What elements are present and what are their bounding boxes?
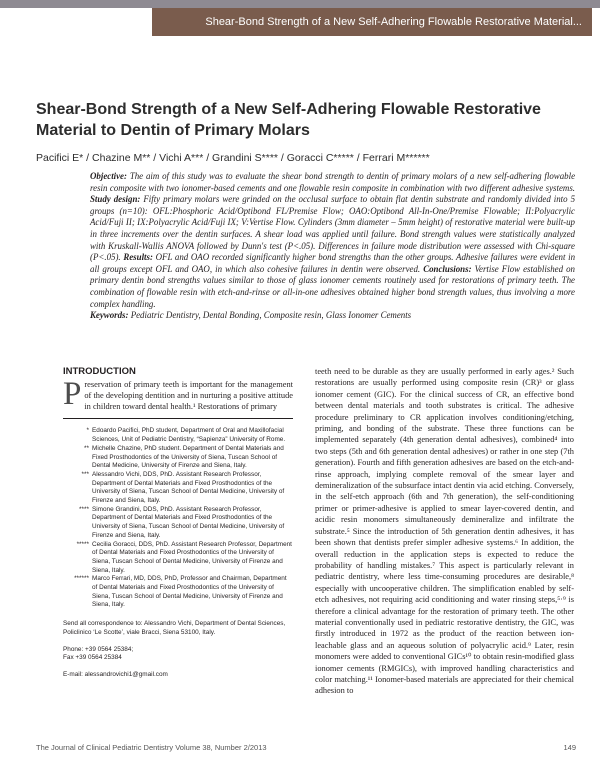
drop-cap: P: [63, 376, 82, 412]
design-label: Study design:: [90, 194, 141, 205]
affiliation-item: ****** Marco Ferrari, MD, DDS, PhD, Professor and Chairman, Department of Dental Materials and Fixed Prosthodontics of the University of Siena, Tuscan School of Dental Medicine, University of Firenze and Siena, Italy.: [74, 575, 287, 609]
intro-text: reservation of primary teeth is important for the management of the developing dentition and in nurturing a positive attitude in children toward dental health.¹ Restorations of primary: [84, 380, 293, 411]
header-band: [0, 0, 600, 8]
page-number: 149: [563, 743, 576, 752]
phone-fax: [63, 646, 293, 663]
affiliation-item: * Edoardo Pacifici, PhD student, Department of Oral and Maxillofacial Sciences, Unit of Pediatric Dentistry, “Sapienza” University of Rome.: [86, 427, 286, 444]
correspondence: Send all correspondence to: Alessandro Vichi, Department of Dental Sciences, Policlinico ‘Le Scotte’, viale Bracci, Siena 53100, Italy.: [63, 620, 286, 636]
abstract: [90, 171, 575, 322]
objective-label: Objective:: [90, 171, 127, 181]
right-column-text: teeth need to be durable as they are usually performed in early ages.² Such restorations are usually performed using composite resin (CR)³ or glass ionomer cement (GIC). For the clinical success of CR, an effective bond between dental materials and tooth substrates is critical. The adhesive procedure preliminary to CR application involves conditioning/etching, priming, and bonding of the substrate. These three functions can be implemented separately (4th generation dental adhesives), combined⁴ into two steps (5th and 6th generation dental adhesives) or rather in one step (7th generation). Fourth and fifth generation adhesives are based on the etch-and-rinse approach, implying complete removal of the smear layer and demineralization of the subsurface intact dentin via acid etching. Conversely, in the self-etch approach (6th and 7th generation), the self-conditioning primer or primer-adhesive is applied to smear layer-covered dentin, and acidic resin monomers simultaneously demineralize and infiltrate the substrate.⁵ Since the introduction of 5th generation dentin adhesives, it has been shown that dentists prefer simpler adhesive systems.⁶ In addition, the overall reduction in the application steps is expected to reduce the probability of handling mistakes.⁷ This aspect is particularly relevant in pediatric dentistry, where less time-consuming procedures are desirable,⁸ especially with uncooperative children. The simplification enabled by self-etch adhesives, not requiring acid conditioning and water rinsing steps,⁵·⁹ is therefore a clinical advantage for the restoration of primary teeth. The other material conventionally used in pediatric restorative dentistry, the GIC, was firstly introduced in 1972 as the product of the reaction between ion-leachable glass and an aqueous solution of polyacrylic acid.⁹ Later, resin monomers were added to conventional GICs¹⁰ to obtain resin-modified glass ionomer cements (RMGICs), with improved handling characteristics and color matching.¹¹ Ionomer-based materials are appreciated for their chemical adhesion to: [315, 367, 574, 696]
article-title: Shear-Bond Strength of a New Self-Adhering Flowable Restorative Material to Dentin of Primary Molars: [36, 101, 541, 139]
keywords-text: Pediatric Dentistry, Dental Bonding, Composite resin, Glass Ionomer Cements: [130, 310, 412, 321]
conclusions-text: Vertise Flow established on primary dentin bond strengths values similar to those of glass ionomer cements routinely used for restorations of primary teeth. The combination of flowable resin with etch-and-rinse or all-in-one adhesives obtained higher bond strength values, thus involving a more complex handling.: [90, 263, 575, 309]
affiliation-item: **** Simone Grandini, DDS, PhD. Assistant Research Professor, Department of Dental Materials and Fixed Prosthodontics of the University of Siena, Tuscan School of Dental Medicine, University of Firenze and Siena, Italy.: [79, 505, 285, 539]
design-text: Fifty primary molars were grinded on the occlusal surface to obtain flat dentin substrate and randomly divided into 5 groups (n=10): OFL:Phosphoric Acid/Optibond FL/Premise Flow; OAO:Optibond All-In-One/Premise Flowable; II:Polyacrylic Acid/Fuji II; IX:Polyacrylic Acid/Fuji IX; V:Vertise Flow. Cylinders (3mm diameter – 5mm height) of restorative material were built-up in three increments over the dentin surfaces. A shear load was applied until failure. Bond strength values were statistically analyzed with Kruskall-Wallis ANOVA followed by Dunn's test (P<.05). Differences in failure mode distribution were assessed with Chi-square (P<.05).: [90, 194, 576, 263]
phone: Phone: +39 0564 25384;: [63, 645, 134, 653]
results-label: Results:: [123, 252, 153, 263]
left-column: [63, 366, 293, 688]
affiliation-item: *** Alessandro Vichi, DDS, PhD. Assistant Research Professor, Department of Dental Materials and Fixed Prosthodontics of the University of Siena, Tuscan School of Dental Medicine, University of Firenze and Siena, Italy.: [81, 470, 285, 505]
journal-citation: The Journal of Clinical Pediatric Dentistry Volume 38, Number 2/2013: [36, 743, 267, 752]
affiliation-item: ** Michelle Chazine, PhD student. Department of Dental Materials and Fixed Prosthodontics of the University of Siena, Tuscan School of Dental Medicine, University of Firenze and Siena, Italy.: [84, 444, 284, 470]
footnote-divider: [63, 418, 293, 419]
objective-text: The aim of this study was to evaluate the shear bond strength to dentin of primary molars of a new self-adhering flowable resin composite with two ionomer-based cements and one flowable resin composite in combination with two different adhesive systems.: [90, 171, 576, 193]
results-text: OFL and OAO recorded significantly higher bond strengths than the other groups. Adhesive failures were evident in all groups except OFL and OAO, in which also cohesive failures in dentin were observed.: [90, 252, 576, 274]
intro-paragraph: [63, 376, 293, 412]
keywords-label: Keywords:: [90, 310, 129, 321]
contact-info: [63, 620, 293, 680]
author-list: Pacifici E* / Chazine M** / Vichi A*** / Grandini S**** / Goracci C***** / Ferrari M******: [36, 152, 430, 164]
affiliation-item: ***** Cecilia Goracci, DDS, PhD. Assistant Research Professor, Department of Dental Materials and Fixed Prosthodontics of the University of Siena, Tuscan School of Dental Medicine, University of Firenze and Siena, Italy.: [76, 540, 292, 574]
affiliations: [63, 427, 293, 610]
email: E-mail: alessandrovichi1@gmail.com: [63, 670, 168, 678]
conclusions-label: Conclusions:: [423, 263, 472, 274]
page-header: [0, 0, 600, 38]
intro-heading: INTRODUCTION: [63, 366, 136, 377]
running-title: Shear-Bond Strength of a New Self-Adhering Flowable Restorative Material...: [152, 8, 592, 36]
fax: Fax +39 0564 25384: [63, 654, 122, 662]
